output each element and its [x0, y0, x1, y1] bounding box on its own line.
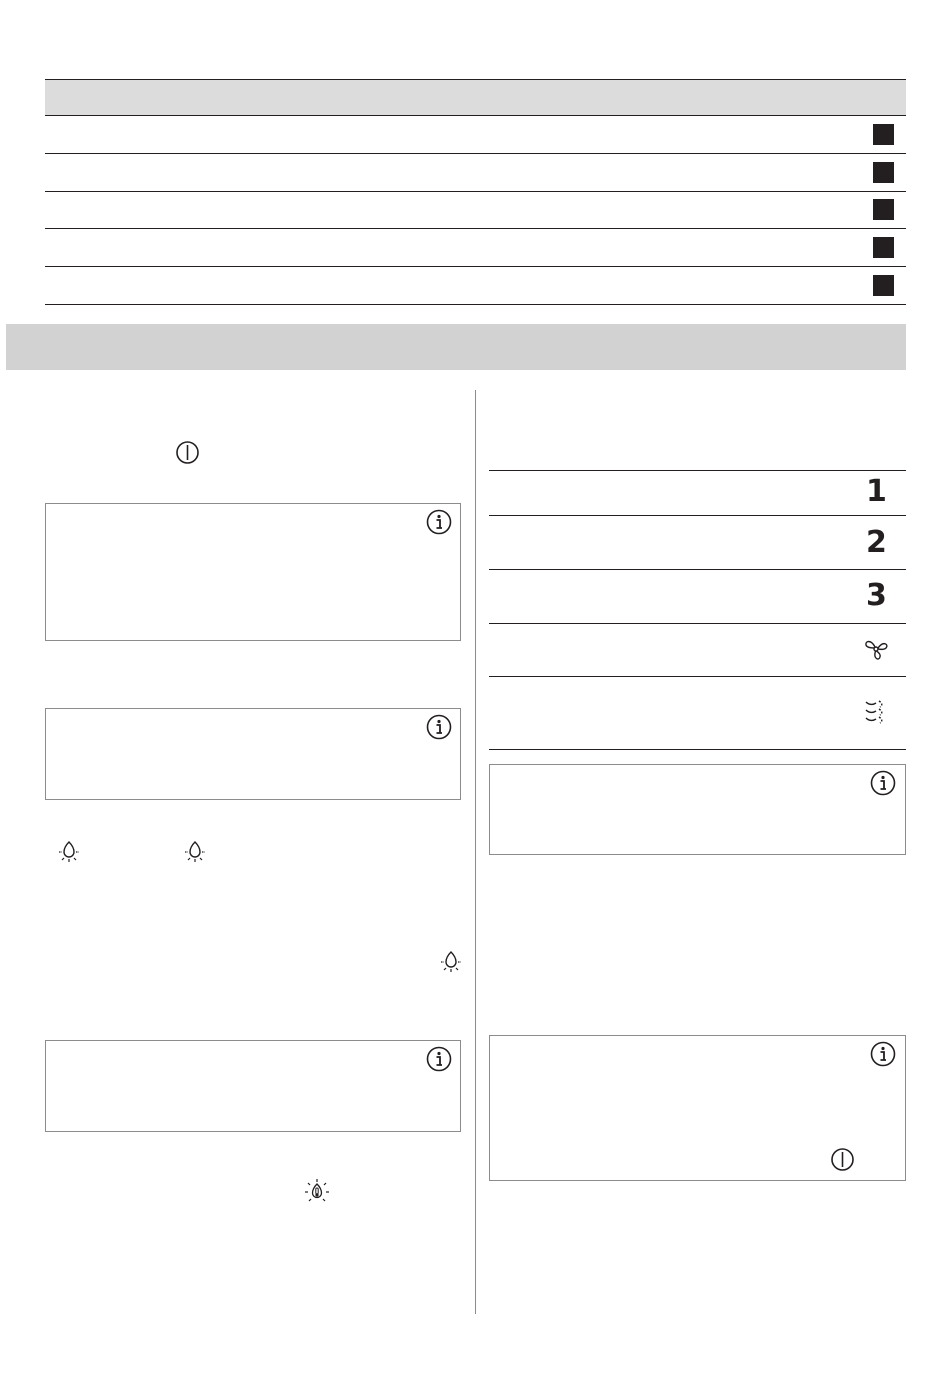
note-box [45, 503, 461, 641]
light-bulb-icon [438, 948, 464, 974]
table-rule [489, 623, 906, 624]
info-icon [870, 1041, 896, 1067]
light-bulb-icon [56, 838, 82, 864]
speed-level-3-symbol: 3 [866, 578, 887, 613]
light-temperature-icon [303, 1178, 331, 1206]
light-bulb-icon [182, 838, 208, 864]
fan-icon [863, 636, 889, 662]
table-rule [489, 749, 906, 750]
row-indicator-square [873, 199, 894, 220]
table-rule [489, 515, 906, 516]
row-indicator-square [873, 237, 894, 258]
table-rule [45, 266, 906, 267]
table-rule [45, 228, 906, 229]
speed-level-1-symbol: 1 [866, 474, 887, 509]
table-rule [45, 153, 906, 154]
note-box [489, 764, 906, 855]
info-icon [426, 1046, 452, 1072]
table-rule [45, 115, 906, 116]
note-box [45, 1040, 461, 1132]
table-rule [45, 79, 906, 80]
table-rule [489, 569, 906, 570]
info-icon [870, 770, 896, 796]
table-rule [45, 304, 906, 305]
power-icon [830, 1147, 855, 1172]
row-indicator-square [873, 275, 894, 296]
speed-level-2-symbol: 2 [866, 525, 887, 560]
table-rule [45, 191, 906, 192]
breeze-icon [863, 697, 891, 725]
power-icon [175, 440, 200, 465]
column-divider [475, 390, 476, 1314]
section-heading-band [6, 324, 906, 370]
note-box [489, 1035, 906, 1181]
info-icon [426, 509, 452, 535]
note-box [45, 708, 461, 800]
row-indicator-square [873, 124, 894, 145]
table-header-band [45, 80, 906, 115]
table-rule [489, 676, 906, 677]
info-icon [426, 714, 452, 740]
row-indicator-square [873, 162, 894, 183]
table-rule [489, 470, 906, 471]
